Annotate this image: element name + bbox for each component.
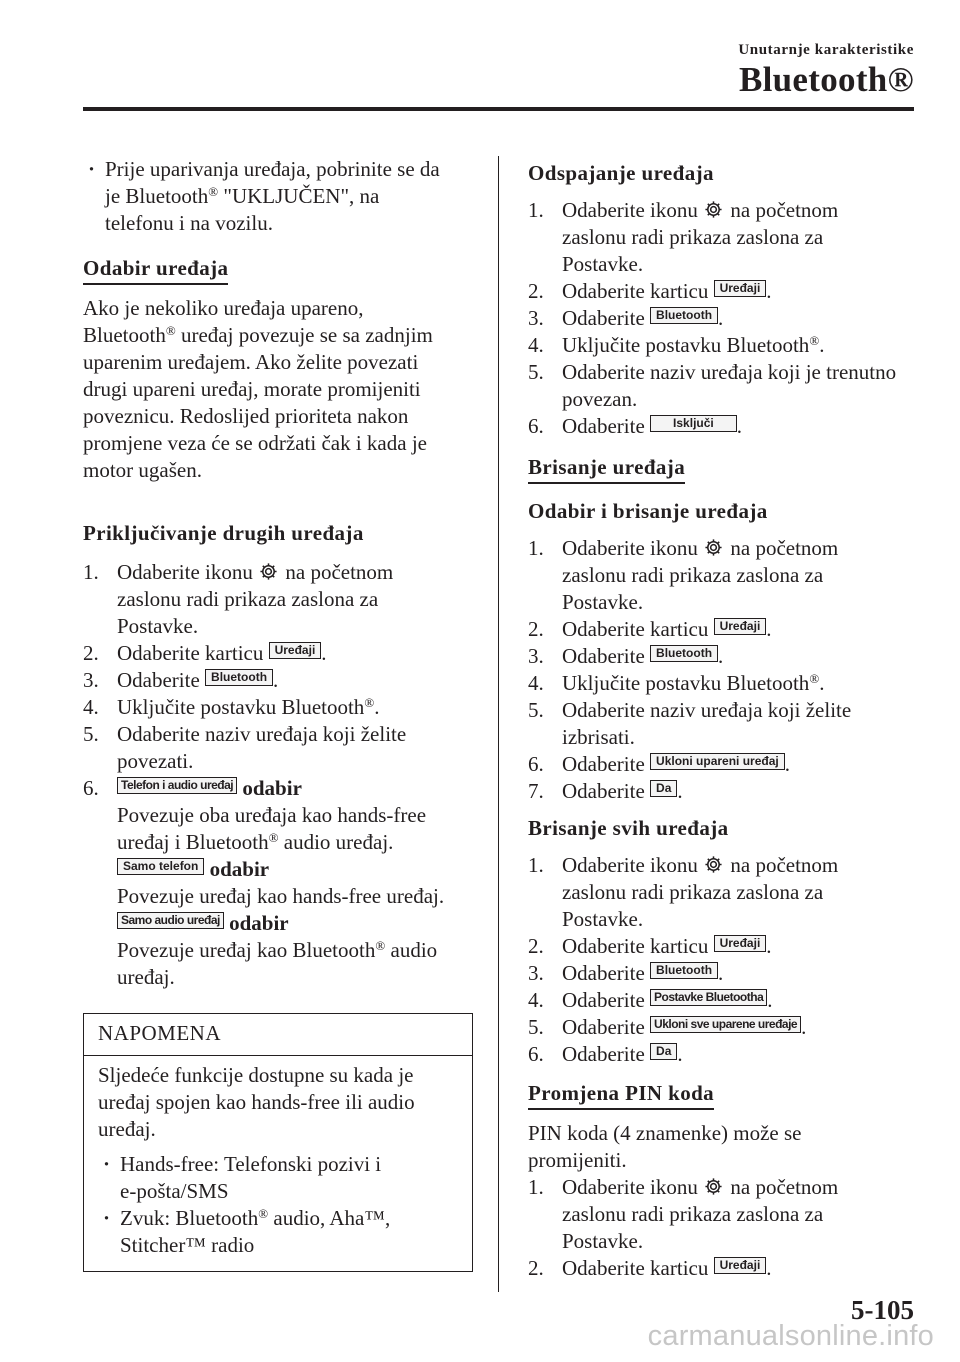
- uredaji-button[interactable]: Uređaji: [714, 280, 767, 297]
- note-body: [84, 1056, 472, 1271]
- odabir-paragraph: Ako je nekoliko uređaja upareno, Bluetooth® uređaj povezuje se sa zadnjim uparenim uređajem. Ako želite povezati drugi upareni uređaj, morate promijeniti poveznicu. Redoslijed prioriteta nakon promjene veza će se održati čak i kada je motor ugašen.: [83, 296, 433, 482]
- sub-text-a: Povezuje oba uređaja kao hands-free uređaj i Bluetooth® audio uređaj.: [117, 803, 427, 854]
- samo-audio-button[interactable]: Samo audio uređaj: [117, 912, 224, 929]
- bluetooth-button[interactable]: Bluetooth: [205, 669, 273, 686]
- uredaji-button[interactable]: Uređaji: [714, 618, 767, 635]
- gear-icon: [704, 200, 723, 219]
- note-bullet-2: · Zvuk: Bluetooth® audio, Aha™, Stitcher™ radio: [98, 1205, 458, 1259]
- step-1: 1. Odaberite ikonu na početnom zaslonu radi prikaza zaslona za Postavke.: [83, 560, 394, 638]
- ob-step-4: 4. Uključite postavku Bluetooth®.: [528, 671, 825, 695]
- od-step-5: 5. Odaberite naziv uređaja koji je trenutno povezan.: [528, 360, 897, 411]
- bluetooth-button[interactable]: Bluetooth: [650, 962, 718, 979]
- ukloni-upareni-button[interactable]: Ukloni upareni uređaj: [650, 753, 785, 770]
- bs-step-2: 2. Odaberite karticu Uređaji .: [528, 934, 772, 958]
- ob-step-7: 7. Odaberite Da .: [528, 779, 683, 803]
- iskljuci-button[interactable]: Isključi: [650, 415, 737, 432]
- sub-text-b: Povezuje uređaj kao hands-free uređaj.: [117, 884, 445, 908]
- da-button[interactable]: Da: [650, 780, 677, 797]
- odabir-brisanje-steps: [528, 535, 920, 805]
- bs-step-5: 5. Odaberite Ukloni sve uparene uređaje .: [528, 1015, 807, 1039]
- left-column: [83, 156, 473, 1272]
- pin-paragraph: PIN koda (4 znamenke) može se promijeniti.: [528, 1121, 802, 1172]
- samo-telefon-button[interactable]: Samo telefon: [117, 858, 204, 875]
- ob-step-3: 3. Odaberite Bluetooth .: [528, 644, 724, 668]
- header-section: Unutarnje karakteristike: [738, 42, 914, 58]
- note-box: [83, 1013, 473, 1272]
- od-step-6: 6. Odaberite Isključi .: [528, 414, 742, 438]
- watermark: carmanualsonline.info: [647, 1320, 934, 1352]
- gear-icon: [259, 562, 278, 581]
- bluetooth-button[interactable]: Bluetooth: [650, 645, 718, 662]
- note-paragraph: Sljedeće funkcije dostupne su kada je uređaj spojen kao hands-free ili audio uređaj.: [98, 1063, 415, 1141]
- gear-icon: [704, 538, 723, 557]
- sub-item-b: Samo telefon odabir: [83, 856, 473, 883]
- ob-step-1: 1. Odaberite ikonu na početnom zaslonu radi prikaza zaslona za Postavke.: [528, 536, 839, 614]
- od-step-4: 4. Uključite postavku Bluetooth®.: [528, 333, 825, 357]
- ob-step-2: 2. Odaberite karticu Uređaji .: [528, 617, 772, 641]
- intro-bullet: · Prije uparivanja uređaja, pobrinite se da je Bluetooth® "UKLJUČEN", na telefonu i na vozilu.: [83, 156, 473, 237]
- step-4: 4. Uključite postavku Bluetooth®.: [83, 695, 380, 719]
- od-step-3: 3. Odaberite Bluetooth .: [528, 306, 724, 330]
- column-divider: [498, 156, 499, 1292]
- step-3: 3. Odaberite Bluetooth .: [83, 668, 279, 692]
- note-title: NAPOMENA: [84, 1014, 472, 1056]
- bs-step-3: 3. Odaberite Bluetooth .: [528, 961, 724, 985]
- header-rule: [83, 107, 914, 111]
- heading-prikljucivanje: Priključivanje drugih uređaja: [83, 521, 364, 545]
- bs-step-6: 6. Odaberite Da .: [528, 1042, 683, 1066]
- gear-icon: [704, 1177, 723, 1196]
- da-button[interactable]: Da: [650, 1043, 677, 1060]
- uredaji-button[interactable]: Uređaji: [269, 642, 322, 659]
- heading-odabir-brisanje: Odabir i brisanje uređaja: [528, 499, 768, 523]
- brisanje-svih-steps: [528, 852, 920, 1068]
- step-2: 2. Odaberite karticu Uređaji .: [83, 641, 327, 665]
- od-step-1: 1. Odaberite ikonu na početnom zaslonu radi prikaza zaslona za Postavke.: [528, 198, 839, 276]
- bs-step-4: 4. Odaberite Postavke Bluetootha .: [528, 988, 773, 1012]
- ob-step-6: 6. Odaberite Ukloni upareni uređaj .: [528, 752, 790, 776]
- sub-item-c: Samo audio uređaj odabir: [83, 910, 473, 937]
- telefon-i-audio-button[interactable]: Telefon i audio uređaj: [117, 777, 237, 794]
- heading-pin: Promjena PIN koda: [528, 1080, 714, 1110]
- bs-step-1: 1. Odaberite ikonu na početnom zaslonu radi prikaza zaslona za Postavke.: [528, 853, 839, 931]
- od-step-2: 2. Odaberite karticu Uređaji .: [528, 279, 772, 303]
- ob-step-5: 5. Odaberite naziv uređaja koji želite izbrisati.: [528, 698, 852, 749]
- page-title: Bluetooth®: [739, 60, 914, 99]
- ukloni-sve-button[interactable]: Ukloni sve uparene uređaje: [650, 1016, 801, 1033]
- pin-step-2: 2. Odaberite karticu Uređaji .: [528, 1256, 772, 1280]
- heading-odspajanje: Odspajanje uređaja: [528, 161, 714, 185]
- note-bullet-1: · Hands-free: Telefonski pozivi i e-pošta/SMS: [98, 1151, 458, 1205]
- step-5: 5. Odaberite naziv uređaja koji želite povezati.: [83, 722, 407, 773]
- step-6: 6. Telefon i audio uređaj odabir: [83, 776, 302, 800]
- uredaji-button[interactable]: Uređaji: [714, 935, 767, 952]
- heading-brisanje: Brisanje uređaja: [528, 454, 685, 484]
- odspajanje-steps: [528, 197, 920, 440]
- postavke-bluetootha-button[interactable]: Postavke Bluetootha: [650, 989, 767, 1006]
- heading-odabir-uredaja: Odabir uređaja: [83, 255, 228, 285]
- pin-step-1: 1. Odaberite ikonu na početnom zaslonu radi prikaza zaslona za Postavke.: [528, 1175, 839, 1253]
- page-number: 5-105: [851, 1295, 914, 1325]
- heading-brisanje-svih: Brisanje svih uređaja: [528, 816, 729, 840]
- prikljucivanje-steps: [83, 559, 473, 991]
- right-column: [528, 156, 920, 1282]
- gear-icon: [704, 855, 723, 874]
- bluetooth-button[interactable]: Bluetooth: [650, 307, 718, 324]
- sub-text-c: Povezuje uređaj kao Bluetooth® audio uređaj.: [117, 938, 438, 989]
- uredaji-button[interactable]: Uređaji: [714, 1257, 767, 1274]
